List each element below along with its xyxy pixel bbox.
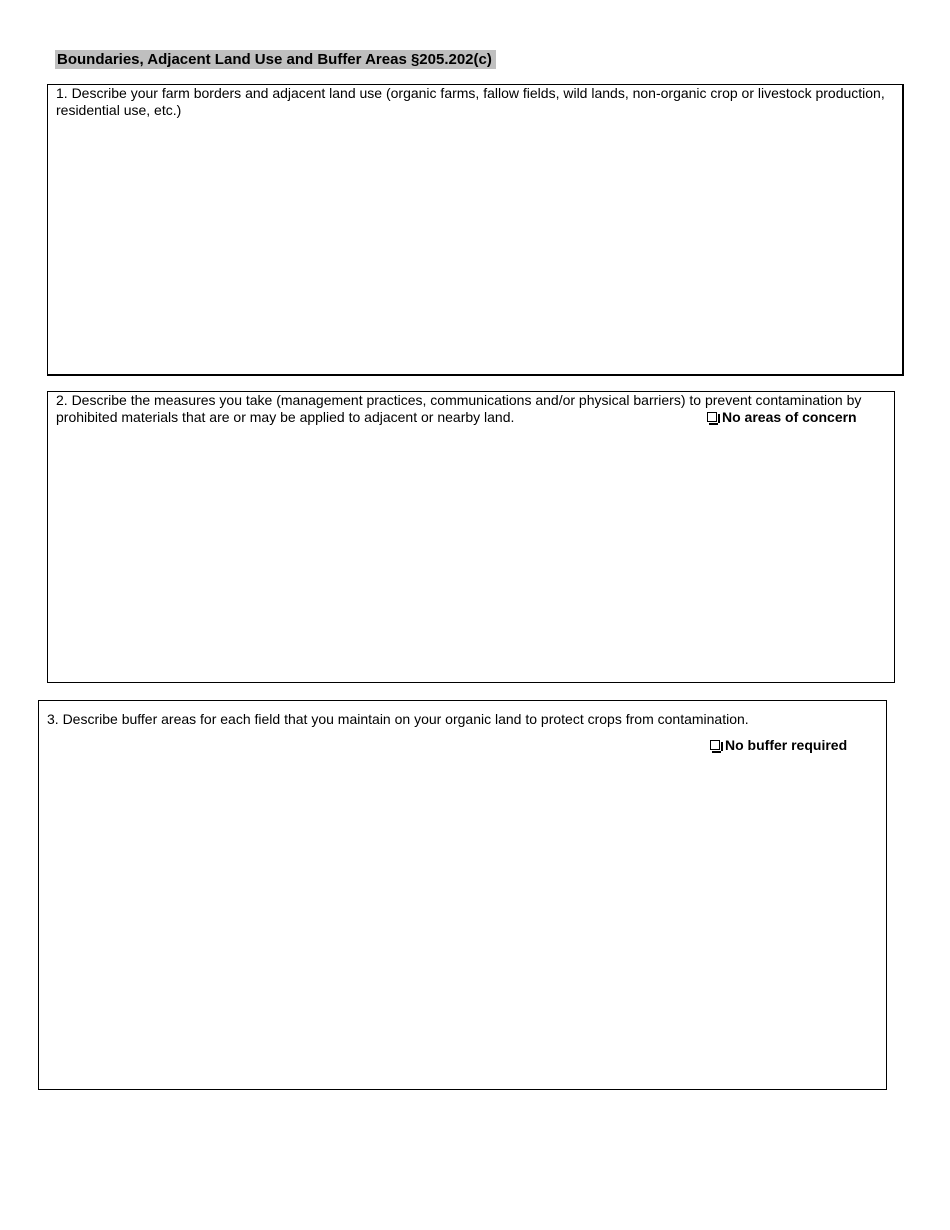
question-3-text: 3. Describe buffer areas for each field that you maintain on your organic land to protect crops from contamination. [47,711,749,727]
question-1-box [47,84,904,376]
question-3-box [38,700,887,1090]
no-buffer-required-checkbox[interactable] [710,737,847,753]
no-areas-of-concern-checkbox[interactable] [707,409,857,425]
question-3-answer-area[interactable] [47,763,878,1081]
no-areas-of-concern-label: No areas of concern [722,409,857,425]
question-2-box [47,391,895,683]
checkbox-icon[interactable] [710,740,720,750]
question-2-answer-area[interactable] [56,432,886,674]
question-1-text: 1. Describe your farm borders and adjacent land use (organic farms, fallow fields, wild lands, non-organic crop or livestock production, residential use, etc.) [56,85,885,118]
section-title: Boundaries, Adjacent Land Use and Buffer Areas §205.202(c) [55,50,496,69]
question-2-text: 2. Describe the measures you take (management practices, communications and/or physical barriers) to prevent contamination by prohibited materials that are or may be applied to adjacent or nearby land. [56,392,862,425]
no-buffer-required-label: No buffer required [725,737,848,753]
checkbox-icon[interactable] [707,412,717,422]
question-1-answer-area[interactable] [56,125,894,366]
